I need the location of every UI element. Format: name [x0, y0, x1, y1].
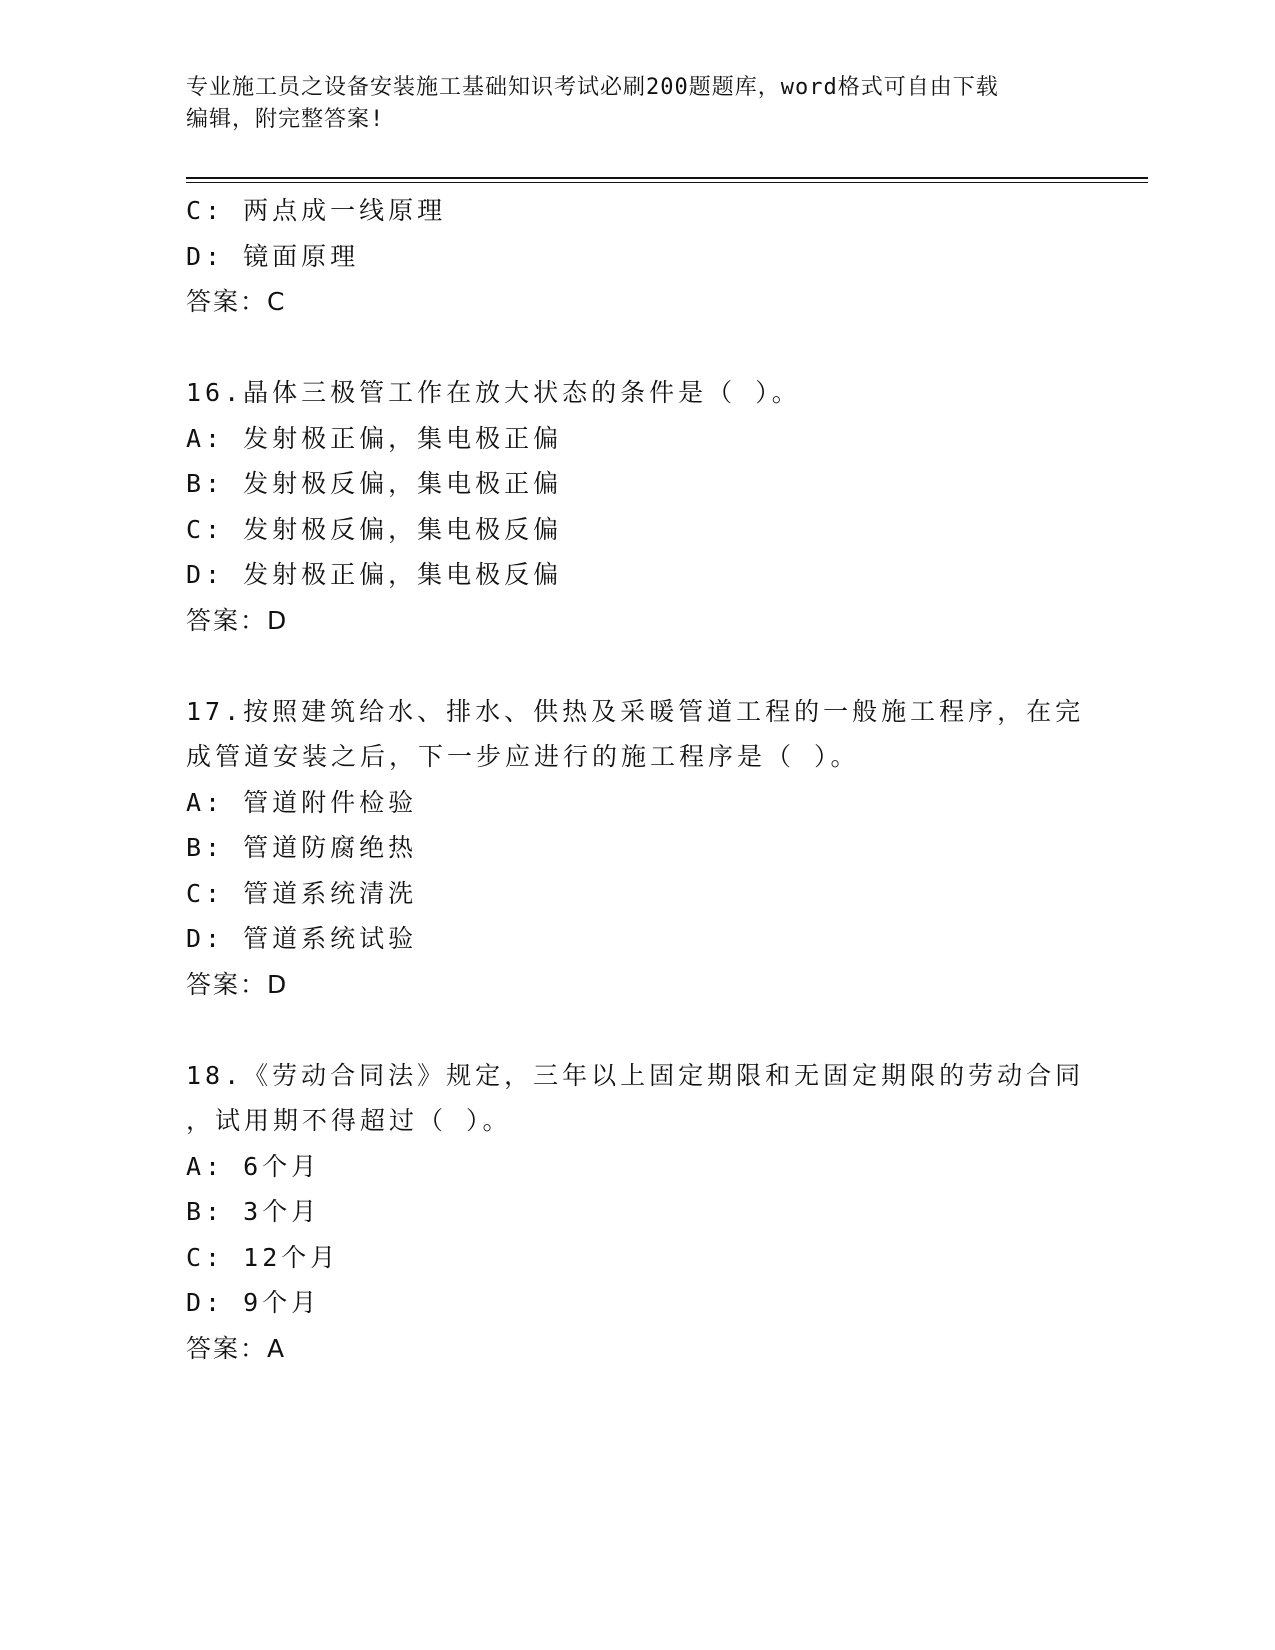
header-divider-thick	[186, 177, 1148, 179]
option-d: D: 发射极正偏，集电极反偏	[186, 560, 563, 589]
continued-question	[186, 188, 1086, 325]
option-a: A: 发射极正偏，集电极正偏	[186, 423, 563, 453]
answer-line: 答案：D	[186, 605, 289, 635]
question-content	[186, 188, 1086, 1371]
option-d: D: 9个月	[186, 1288, 321, 1317]
header-line-1: 专业施工员之设备安装施工基础知识考试必刷200题题库，word格式可自由下载	[186, 75, 999, 100]
question-stem-continued: 成管道安装之后，下一步应进行的施工程序是（ ）。	[186, 742, 860, 771]
question-stem: 17.按照建筑给水、排水、供热及采暖管道工程的一般施工程序，在完	[186, 696, 1085, 726]
option-d: D: 管道系统试验	[186, 924, 418, 953]
spacer	[186, 643, 1086, 689]
answer-line: 答案：D	[186, 969, 289, 999]
option-c: C: 发射极反偏，集电极反偏	[186, 514, 563, 544]
question-16	[186, 370, 1086, 643]
question-17	[186, 689, 1086, 1008]
option-b: B: 发射极反偏，集电极正偏	[186, 469, 563, 498]
spacer	[186, 1007, 1086, 1053]
question-18	[186, 1053, 1086, 1372]
header-divider-thin	[186, 182, 1148, 183]
question-stem: 18.《劳动合同法》规定，三年以上固定期限和无固定期限的劳动合同	[186, 1060, 1085, 1090]
option-c: C: 管道系统清洗	[186, 878, 418, 908]
page-header	[186, 72, 1086, 136]
option-a: A: 管道附件检验	[186, 787, 418, 817]
answer-line: 答案：C	[186, 287, 287, 316]
option-c: C: 12个月	[186, 1242, 340, 1272]
header-line-2: 编辑，附完整答案!	[186, 107, 385, 132]
option-b: B: 3个月	[186, 1197, 321, 1226]
option-b: B: 管道防腐绝热	[186, 833, 418, 862]
answer-line: 答案：A	[186, 1333, 287, 1363]
question-stem: 16.晶体三极管工作在放大状态的条件是（ ）。	[186, 378, 801, 407]
question-stem-continued: ，试用期不得超过（ ）。	[186, 1106, 512, 1135]
option-d: D: 镜面原理	[186, 241, 360, 271]
option-c: C: 两点成一线原理	[186, 196, 447, 225]
option-a: A: 6个月	[186, 1151, 321, 1181]
spacer	[186, 325, 1086, 371]
